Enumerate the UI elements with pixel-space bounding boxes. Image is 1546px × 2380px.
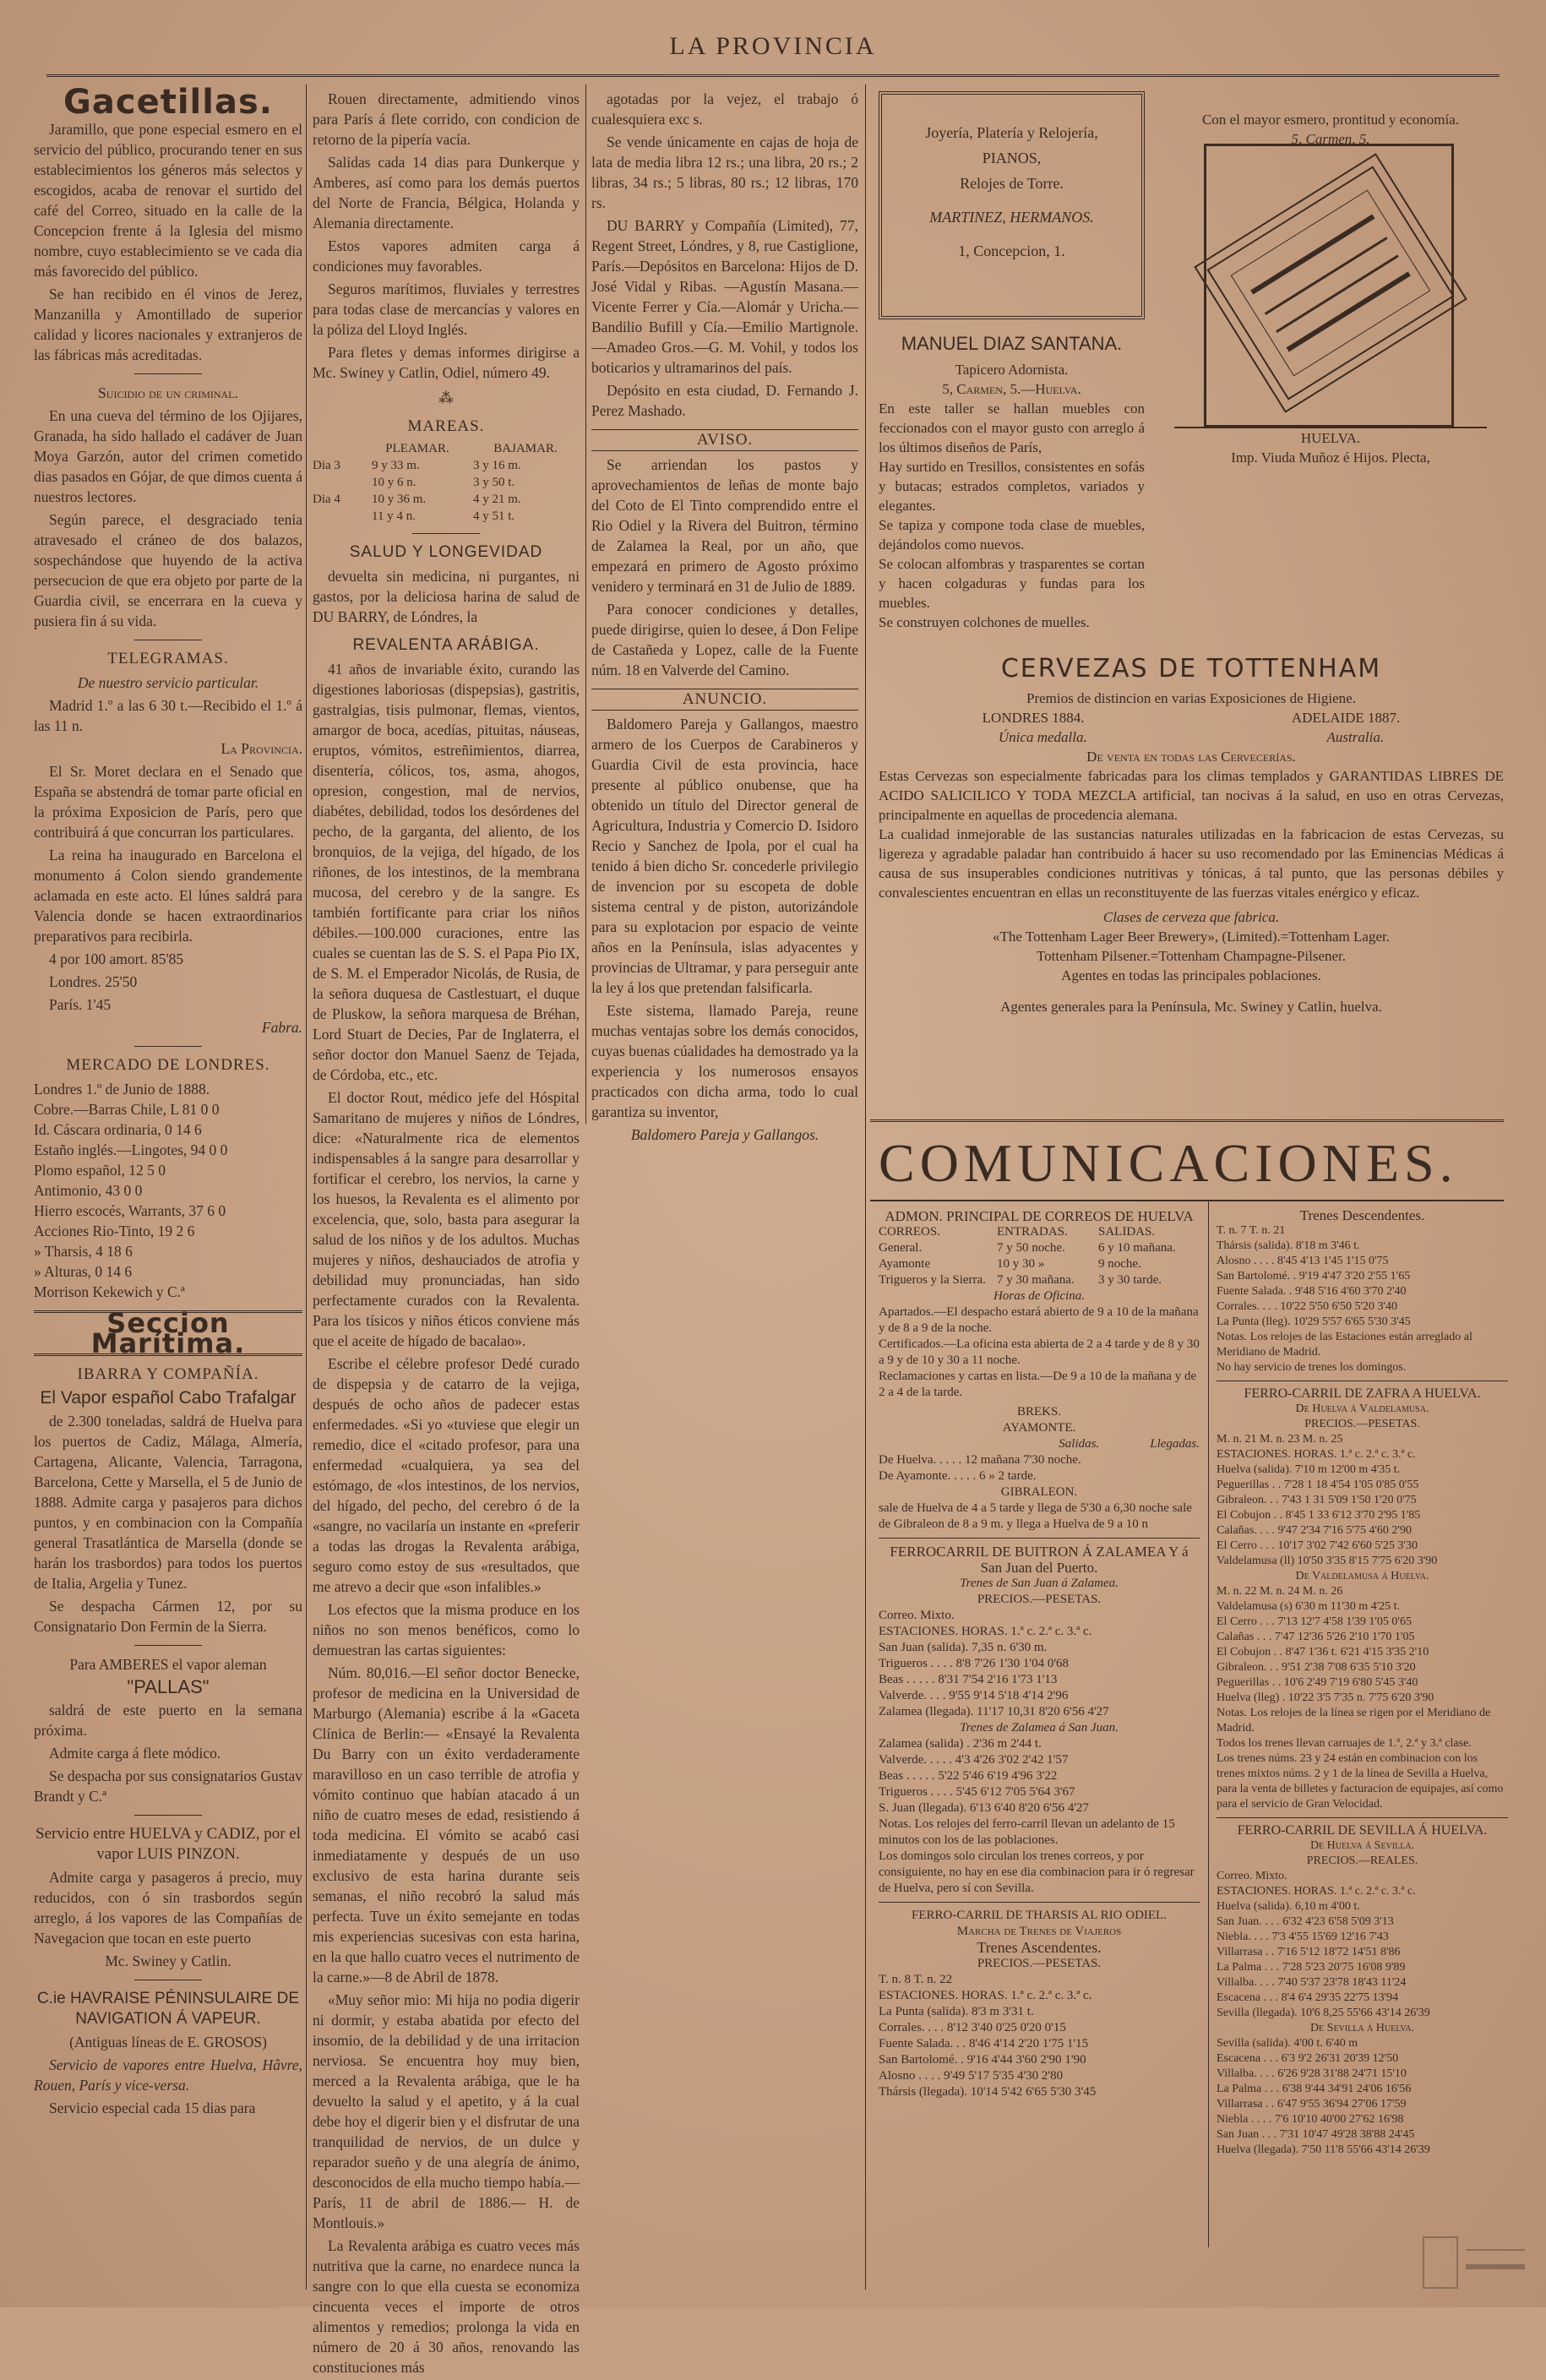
- table-header: Correo. Mixto.: [1217, 1870, 1287, 1882]
- revalenta-title: REVALENTA ARÁBIGA.: [352, 636, 540, 654]
- paragraph: Hay surtido en Tresillos, consistentes en sofás y butacas; estrados completos, variados y elegantes.: [879, 459, 1145, 514]
- table-cell: CORREOS.: [879, 1225, 940, 1239]
- venta-line: De venta en todas las Cervecerías.: [1086, 749, 1296, 765]
- telegramas-title: TELEGRAMAS.: [107, 650, 229, 667]
- buitron-subtitle: Trenes de Zalamea á San Juan.: [960, 1721, 1119, 1735]
- quote-line: París. 1'45: [49, 996, 112, 1013]
- gibraleon-title: GIBRALEON.: [1000, 1485, 1078, 1499]
- ibarra-title: IBARRA Y COMPAÑÍA.: [77, 1365, 259, 1383]
- breks-row: De Ayamonte. . . . . 6 » 2 tarde.: [879, 1469, 1037, 1483]
- tharsis-table: [879, 2004, 1200, 2100]
- mareas-cell: 3 y 16 m.: [473, 459, 521, 472]
- paragraph: Notas. Los relojes de las Estaciones están arreglado al Meridiano de Madrid.: [1217, 1331, 1473, 1359]
- amberes-line: Para AMBERES el vapor aleman: [69, 1656, 267, 1673]
- buitron-table: [879, 1736, 1200, 1816]
- separator: [134, 1815, 202, 1816]
- paragraph: Los trenes núms. 23 y 24 están en combinacion con los trenes mixtos núms. 2 y 1 de la línea de Sevilla a Huelva, para la venta de billetes y facturacion de equipajes, así como para el servicio de Gran Velocidad.: [1217, 1752, 1504, 1811]
- table-row: S. Juan (llegada). 6'13 6'40 8'20 6'56 4'27: [879, 1801, 1089, 1815]
- zafra-subtitle: De Huelva á Valdelamusa.: [1295, 1402, 1429, 1415]
- paragraph: Se han recibido en él vinos de Jerez, Manzanilla y Amontillado de superior calidad y licores nacionales y extranjeros de las fábricas más acreditadas.: [34, 286, 302, 363]
- mareas-cell: 10 y 36 m.: [372, 493, 427, 506]
- paragraph: «Muy señor mio: Mi hija no podia digerir ni dormir, y estaba abatida por efecto del insomio, de la debilidad y de una irritacion nerviosa. Se encuentra hoy muy bien, merced a la Revalenta arábiga, que le ha devuelto la salud y el apetito, y á la cual debe hoy el digerir bien y el disfrutar de una tranquilidad de nervios, de un dulce y reparador sueño y de una alegría de ánimo, desconocidos de ella mucho tiempo había.—París, 11 de abril de 1886.— H. de Montlouis.»: [313, 1991, 580, 2231]
- paragraph: La reina ha inaugurado en Barcelona el monumento á Colon siendo grandemente aclamada en este acto. El lúnes saldrá para Valencia donde se hacen extraordinarios preparativos para recibirla.: [34, 847, 302, 945]
- adelaide-label: ADELAIDE 1887.: [1291, 710, 1401, 726]
- table-row: La Punta (salida). 8'3 m 3'31 t.: [879, 2005, 1034, 2018]
- paragraph: agotadas por la vejez, el trabajo ó cualesquiera exc s.: [591, 90, 858, 128]
- pianos-line: PIANOS,: [982, 150, 1042, 166]
- ascendentes-title: Trenes Ascendentes.: [977, 1939, 1102, 1956]
- table-row: Alosno . . . . 8'45 4'13 1'45 1'15 0'75: [1217, 1255, 1389, 1267]
- mareas-row: [313, 508, 580, 525]
- table-row: Huelva (salida). 6,10 m 4'00 t.: [1217, 1900, 1360, 1913]
- paragraph: El Sr. Moret declara en el Senado que España se abstendrá de tomar parte oficial en la próxima Exposicion de París, pero que contribuirá á que concurran los particulares.: [34, 763, 302, 841]
- table-cell: 10 y 30 »: [997, 1257, 1045, 1271]
- table-row: Peguerillas . . 7'28 1 18 4'54 1'05 0'85 0'55: [1217, 1479, 1419, 1491]
- stamp-graphic: [1196, 155, 1465, 411]
- paragraph: Certificados.—La oficina esta abierta de 2 a 4 tarde y de 8 y 30 a 9 y de 10 y 30 a 11 noche.: [879, 1337, 1200, 1367]
- column-divider: [865, 84, 866, 2290]
- column-3: [591, 89, 858, 1143]
- table-row: Niebla. . . . 7'3 4'55 15'69 12'16 7'43: [1217, 1931, 1389, 1943]
- paragraph: Admite carga y pasageros á precio, muy reducidos, con ó sin trasbordos según arreglo, á los vapores de las Compañías de Navegacion que tocan en este puerto: [34, 1869, 302, 1947]
- paragraph: Se vende únicamente en cajas de hoja de lata de media libra 12 rs.; una libra, 20 rs.; 2 libras, 34 rs.; 5 libras, 80 rs.; 12 libras, 170 rs.: [591, 133, 858, 211]
- table-row: Escacena . . . 8'4 6'4 29'35 22'75 13'94: [1217, 1991, 1399, 2004]
- mercado-line: Antimonio, 43 0 0: [34, 1182, 143, 1199]
- mercado-line: » Tharsis, 4 18 6: [34, 1243, 133, 1260]
- table-row: Valverde. . . . 9'55 9'14 5'18 4'14 2'96: [879, 1689, 1069, 1702]
- paragraph: saldrá de este puerto en la semana próxima.: [34, 1702, 302, 1739]
- table-cell: 3 y 30 tarde.: [1098, 1273, 1162, 1287]
- vapor-title: El Vapor español Cabo Trafalgar: [40, 1388, 297, 1408]
- paragraph: No hay servicio de trenes los domingos.: [1217, 1361, 1407, 1374]
- table-header: M. n. 22 M. n. 24 M. n. 26: [1217, 1585, 1343, 1598]
- table-row: Valdelamusa (s) 6'30 m 11'30 m 4'25 t.: [1217, 1600, 1401, 1613]
- column-divider: [306, 84, 307, 2290]
- havraise-title: C.ie HAVRAISE PÉNINSULAIRE DE NAVIGATION Á VAPEUR.: [36, 1990, 300, 2028]
- paragraph: Se despacha Cármen 12, por su Consignatario Don Fermin de la Sierra.: [34, 1598, 302, 1635]
- paragraph: Jaramillo, que pone especial esmero en el servicio del público, procurando tener en sus establecimientos los géneros más selectos y escogidos, acaba de renovar el surtido del café del Correo, situado en la calle de la Concepcion frente á la Iglesia del mismo nombre, cuyo establecimiento se ve cada dia más favorecido del público.: [34, 121, 302, 280]
- masthead-rule: [46, 74, 1500, 77]
- table-header: Correo. Mixto.: [879, 1609, 955, 1622]
- mareas-table: [313, 457, 580, 525]
- table-row: Villarrasa . . 6'47 9'55 36'94 27'06 17'59: [1217, 2098, 1407, 2110]
- table-row: Zalamea (llegada). 11'17 10,31 8'20 6'56 4'27: [879, 1705, 1109, 1718]
- paragraph: El doctor Rout, médico jefe del Hóspital Samaritano de mujeres y niños de Lóndres, dice: «Naturalmente rica de elementos indispensables á la sangre para desarrollar y fortificar el cerebro, los nervios, la carne y los huesos, la Revalenta es el alimento por excelencia, que, solo, basta para asegurar la salud de los niños y de los adultos. Muchas mujeres y niños, deshauciados de atrofia y debilidad muy pronunciadas, han sido perfectamente curados con la Revalenta. Para los tísicos y niños éticos conviene más que el aceite de hígado de bacalao».: [313, 1089, 580, 1349]
- telegramas-subtitle: De nuestro servicio particular.: [77, 674, 259, 691]
- joyeria-ad: [879, 91, 1145, 319]
- tharsis-title: FERRO-CARRIL DE THARSIS AL RIO ODIEL.: [912, 1909, 1167, 1922]
- precios-label: PRECIOS.—PESETAS.: [977, 1593, 1102, 1606]
- zafra-title: FERRO-CARRIL DE ZAFRA A HUELVA.: [1244, 1386, 1481, 1401]
- table-row: Corrales. . . . 8'12 3'40 0'25 0'20 0'15: [879, 2021, 1066, 2034]
- table-row: Beas . . . . . 8'31 7'54 2'16 1'73 1'13: [879, 1673, 1058, 1686]
- seccion-maritima-title: Seccion Marítima.: [34, 1310, 302, 1356]
- table-row: El Cobujon . . 8'47 1'36 t. 6'21 4'15 3'35 2'10: [1217, 1646, 1429, 1658]
- mareas-cell: [313, 508, 372, 525]
- table-row: Peguerillas . . 10'6 2'49 7'19 6'80 5'45 3'40: [1217, 1676, 1418, 1689]
- table-cell: Ayamonte: [879, 1257, 931, 1271]
- medal-sub-row: [879, 727, 1504, 747]
- paragraph: de 2.300 toneladas, saldrá de Huelva para los puertos de Cadiz, Málaga, Almería, Cartagena, Alicante, Valencia, Tarragona, Barcelona, Cette y Marsella, el 5 de Junio de 1888. Admite carga y pasajeros para dichos puntos, y en combinacion con la Compañía general Trasatlántica de Marsella (donde se harán los trasbordos) para todos los puertos de Italia, Argelia y Tunez.: [34, 1413, 302, 1592]
- mareas-title: MAREAS.: [407, 417, 485, 435]
- brand-line: «The Tottenham Lager Beer Brewery», (Limited).=Tottenham Lager.: [993, 929, 1390, 945]
- descendentes-title: Trenes Descendentes.: [1299, 1207, 1425, 1223]
- paragraph: Reclamaciones y cartas en lista.—De 9 a 10 de la mañana y de 2 a 4 de la tarde.: [879, 1370, 1197, 1399]
- column-divider: [1208, 1200, 1209, 2247]
- paragraph: La cualidad inmejorable de las sustancias naturales utilizadas en la fabricacion de estas Cervezas, su ligereza y agradable paladar han contribuido á hacer su uso recomendado por las Eminencias Médicas á causa de sus insuperables condiciones nutritivas y tónicas, á tal punto, que las personas débiles y convalescientes encuentran en ellas un reconstituyente de las fuerzas vitales enérgico y eficaz.: [879, 826, 1504, 901]
- huelva-line: HUELVA.: [1174, 427, 1487, 448]
- ayamonte-title: AYAMONTE.: [1002, 1421, 1076, 1435]
- buitron-subtitle: Trenes de San Juan á Zalamea.: [960, 1577, 1119, 1590]
- table-row: San Juan. . . . 6'32 4'23 6'58 5'09 3'13: [1217, 1915, 1394, 1928]
- premios-line: Premios de distincion en varias Exposiciones de Higiene.: [1026, 690, 1356, 706]
- cafe-stamp-frame: [1204, 144, 1454, 428]
- paragraph: Escribe el célebre profesor Dedé curado de dispepsia y de catarro de la vejiga, después de ocho años de padecer estas enfermedades. «Si yo «tuviese que elegir un remedio, dice el «citado profesor, para una enfermedad «cualquiera, ya sea del estómago, de «los intestinos, de los nervios, del hígado, del pecho, del cerebro ó de la «sangre, no vacilaría un instante en «preferir a todas las drogas la Revalenta arábiga, seguro como estoy de sus «resultados, que me atrevo a decir que «son infalibles.»: [313, 1355, 580, 1595]
- mercado-list: [34, 1079, 302, 1302]
- table-header: M. n. 21 M. n. 23 M. n. 25: [1217, 1433, 1343, 1446]
- paragraph: Rouen directamente, admitiendo vinos para París á flete corrido, con condicion de retorno de la pipería vacía.: [313, 90, 580, 148]
- precios-label: PRECIOS.—REALES.: [1306, 1854, 1418, 1867]
- breks-title: BREKS.: [1016, 1405, 1062, 1419]
- unica-label: Única medalla.: [998, 729, 1087, 745]
- mareas-cell: Dia 4: [313, 493, 340, 506]
- marcha-title: Marcha de Trenes de Viajeros: [956, 1925, 1122, 1938]
- paragraph: DU BARRY y Compañía (Limited), 77, Regent Street, Lóndres, y 8, rue Castiglione, París.—Depósitos en Barcelona: Hijos de D. José Vidal y Ribas. —Agustín Masana.—Vicente Ferrer y Cía.—Alomár y Uricha.—Bandilio Bufill y Cía.—Emilio Martignole.—Amadeo Gros.—G. M. Vohil, y todos los boticarios y ultramarinos del país.: [591, 217, 858, 376]
- llegadas-label: Llegadas.: [1150, 1437, 1200, 1451]
- paragraph: Se tapiza y compone toda clase de muebles, dejándolos como nuevos.: [879, 517, 1145, 553]
- mareas-cell: 10 y 6 n.: [372, 476, 416, 489]
- cafe-stamp-logo: [1194, 153, 1467, 413]
- paragraph: Servicio especial cada 15 dias para: [49, 2100, 256, 2116]
- paragraph: devuelta sin medicina, ni purgantes, ni gastos, por la deliciosa harina de salud de DU BARRY, de Lóndres, la: [313, 568, 580, 625]
- section-heading: Suicidio de un criminal.: [98, 384, 238, 401]
- table-row: [879, 1272, 1200, 1288]
- paragraph: Estos vapores admiten carga á condiciones muy favorables.: [313, 237, 580, 275]
- mareas-cell: Dia 3: [313, 459, 340, 472]
- table-row: Sevilla (llegada). 10'6 8,25 55'66 43'14 26'39: [1217, 2007, 1430, 2019]
- paragraph: Se colocan alfombras y trasparentes se cortan y hacen colgaduras y fundas para los muebles.: [879, 556, 1145, 611]
- paragraph: Según parece, el desgraciado tenia atravesado el cráneo de dos balazos, sospechándose que huyendo de la activa persecucion de que era objeto por parte de la Guardia civil, se encerrara en la cueva y pusiera fin á su vida.: [34, 511, 302, 629]
- tapicero-line: Tapicero Adornista.: [955, 362, 1069, 378]
- table-row: Zalamea (salida) . 2'36 m 2'44 t.: [879, 1737, 1042, 1751]
- paragraph: Para conocer condiciones y detalles, puede dirigirse, quien lo desee, á Don Felipe de Castañeda y Lopez, calle de la Fuente núm. 18 en Valverde del Camino.: [591, 601, 858, 678]
- clases-line: Clases de cerveza que fabrica.: [1102, 909, 1280, 925]
- table-row: Huelva (lleg) . 10'22 3'5 7'35 n. 7'75 6'20 3'90: [1217, 1691, 1434, 1704]
- relojes-line: Relojes de Torre.: [960, 175, 1064, 192]
- mareas-cell: 4 y 51 t.: [473, 509, 515, 523]
- mercado-line: Plomo español, 12 5 0: [34, 1162, 166, 1179]
- paragraph: sale de Huelva de 4 a 5 tarde y llega de 5'30 a 6,30 noche sale de Gibraleon de 8 a 9 m. y llega a Huelva de 9 a 10 n: [879, 1501, 1192, 1531]
- table-row: Villalba. . . . 7'40 5'37 23'78 18'43 11'24: [1217, 1976, 1407, 1989]
- paragraph: Admite carga á flete módico.: [49, 1745, 221, 1762]
- agentes-line: Agentes en todas las principales poblaciones.: [1061, 967, 1321, 983]
- table-cell: SALIDAS.: [1098, 1225, 1156, 1239]
- table-row: Thársis (salida). 8'18 m 3'46 t.: [1217, 1239, 1360, 1252]
- aviso-title: AVISO.: [591, 429, 858, 451]
- table-row: Valverde. . . . . 4'3 4'26 3'02 2'42 1'57: [879, 1753, 1069, 1767]
- paragraph: En este taller se hallan muebles con feccionados con el mayor gusto con arreglo á los últimos diseños de París,: [879, 400, 1145, 455]
- sevilla-table: [1217, 2036, 1508, 2158]
- horas-title: Horas de Oficina.: [993, 1289, 1085, 1303]
- table-cell: Trigueros y la Sierra.: [879, 1273, 986, 1287]
- paragraph: Se arriendan los pastos y aprovechamientos de leñas de monte bajo del Coto de El Tinto comprendido entre el Rio Odiel y la Rivera del Buitron, término de Zalamea la Real, por un año, que empezará en primero de Agosto próximo venidero y terminará en 31 de Julio de 1889.: [591, 456, 858, 595]
- paragraph: En una cueva del término de los Ojijares, Granada, ha sido hallado el cadáver de Juan Moya Garzón, autor del crimen cometido dias pasados en Gójar, de que dimos cuenta á nuestros lectores.: [34, 407, 302, 505]
- pallas-title: "PALLAS": [127, 1676, 210, 1697]
- table-row: San Bartolomé. . 9'16 4'44 3'60 2'90 1'90: [879, 2053, 1086, 2067]
- table-row: Alosno . . . . 9'49 5'17 5'35 4'30 2'80: [879, 2069, 1064, 2083]
- paragraph: Estas Cervezas son especialmente fabricadas para los climas templados y GARANTIDAS LIBRES DE ACIDO SALICILICO Y TODA MEZCLA artificial, tan nocivas á la salud, en uso en otras Cervezas, principalmente en aquellas de procedencia alemana.: [879, 768, 1504, 823]
- sevilla-table: [1217, 1899, 1508, 2021]
- mareas-row: [313, 474, 580, 491]
- servicio-title: Servicio entre HUELVA y CADIZ, por el vapor LUIS PINZON.: [35, 1825, 301, 1863]
- pleamar-label: PLEAMAR.: [385, 442, 449, 455]
- table-row: Escacena . . . 6'3 9'2 26'31 20'39 12'50: [1217, 2052, 1399, 2065]
- table-cell: 7 y 50 noche.: [997, 1241, 1065, 1255]
- table-row: Gibraleon. . . 9'51 2'38 7'08 6'35 5'10 3'20: [1217, 1661, 1416, 1674]
- breks-header: [879, 1436, 1200, 1452]
- paragraph: Núm. 80,016.—El señor doctor Benecke, profesor de medicina en la Universidad de Marburgo (Alemania) escribe á la «Gaceta Clínica de Berlin:— «Ensayé la Revalenta Du Barry con un éxito verdaderamente maravilloso en un caso terrible de atrofia y vómito continuo que habían atacado á un niño de cuatro meses de edad, resistiendo á toda medicina. El vómito se acabó casi inmediatamente y después de un uso exclusivo de esta harina durante seis semanas, el niño recobró la salud más perfecta. Tuve un éxito semejante en todas mis experiencias sucesivas con esta harina, en la que hallo cuatro veces el nutrimento de la carne.»—8 de Abril de 1878.: [313, 1664, 580, 1985]
- table-row: La Punta (lleg). 10'29 5'57 6'65 5'30 3'45: [1217, 1315, 1411, 1328]
- table-row: La Palma . . . 6'38 9'44 34'91 24'06 16'56: [1217, 2083, 1412, 2095]
- paragraph: Baldomero Pareja y Gallangos, maestro armero de los Cuerpos de Carabineros y Guardia Civil de esta provincia, hace presente al público onubense, que ha obtenido un título del Director general de Agricultura, Industria y Comercio D. Isidoro Recio y Sanchez de Ipola, por el cual ha tenido á bien dicho Sr. concederle privilegio de invencion por su escopeta de doble sistema central y de piston, autorizándole para su explotacion por espacio de veinte años en la Península, islas adyacentes y provincias de Ultramar, y para perseguir ante la ley á los que pretendan falsificarla.: [591, 716, 858, 996]
- column-2: [313, 89, 580, 2380]
- australia-label: Australia.: [1326, 729, 1385, 745]
- right-timetables: [1217, 1208, 1508, 2158]
- table-row: El Cerro . . . 10'17 3'02 7'42 6'60 5'25 3'30: [1217, 1539, 1418, 1552]
- zafra-subtitle: De Valdelamusa á Huelva.: [1295, 1570, 1429, 1582]
- zafra-table: [1217, 1599, 1508, 1706]
- salud-title: SALUD Y LONGEVIDAD: [349, 543, 543, 561]
- separator: [412, 533, 480, 534]
- table-row: Trigueros . . . . 8'8 7'26 1'30 1'04 0'68: [879, 1657, 1070, 1670]
- paragraph: Apartados.—El despacho estará abierto de 9 a 10 de la mañana y de 8 a 9 de la noche.: [879, 1305, 1199, 1335]
- cafe-ad-footer: [1174, 427, 1487, 467]
- paragraph: 41 años de invariable éxito, curando las digestiones laboriosas (dispepsias), gastritis, gastralgias, tisis pulmonar, flemas, vientos, amargor de boca, acedías, pituitas, náuseas, eruptos, vómitos, estreñimientos, diarrea, disentería, cólicos, tos, asma, ahogos, opresion, congestion, mal de nervios, diabétes, debilidad, todos los desórdenes del pecho, de la garganta, del aliento, de los bronquios, de la vejiga, del hígado, de los riñones, de los intestinos, de la membrana mucosa, del cerebro y de la sangre. Es también fortificante para criar los niños débiles.—100.000 curaciones, entre las cuales se cuentan las de S. S. el Papa Pio IX, de S. M. el Emperador Nicolás, de Rusia, de la señora duquesa de Castlestuart, el duque de Pluskow, la señora marquesa de Bréhan, Lord Stuart de Decies, Par de Inglaterra, el señor doctor don Manuel Saenz de Tejada, de Córdoba, etc., etc.: [313, 661, 580, 1083]
- table-header: T. n. 8 T. n. 22: [879, 1973, 953, 1986]
- gacetillas-title: Gacetillas.: [63, 83, 273, 122]
- mercado-line: Acciones Rio-Tinto, 19 2 6: [34, 1223, 195, 1239]
- table-row: Beas . . . . . 5'22 5'46 6'19 4'96 3'22: [879, 1769, 1058, 1783]
- sevilla-subtitle: De Huelva á Sevilla.: [1309, 1839, 1415, 1852]
- signature: Fabra.: [261, 1019, 302, 1036]
- separator: [134, 1645, 202, 1646]
- table-row: Gibraleon. . . 7'43 1 31 5'09 1'50 1'20 0'75: [1217, 1494, 1417, 1506]
- joyeria-line: Joyería, Platería y Relojería,: [925, 124, 1098, 141]
- asterism: ⁂: [438, 389, 454, 406]
- esmero-line: Con el mayor esmero, prontitud y economía.: [1201, 112, 1460, 128]
- paragraph: Para fletes y demas informes dirigirse a Mc. Swiney y Catlin, Odiel, número 49.: [313, 344, 580, 381]
- paragraph: Madrid 1.º a las 6 30 t.—Recibido el 1.º á las 11 n.: [34, 697, 302, 734]
- column-1: [34, 83, 302, 2121]
- table-row: El Cerro . . . 7'13 12'7 4'58 1'39 1'05 0'65: [1217, 1615, 1412, 1628]
- table-row: Calañas . . . 7'47 12'36 5'26 2'10 1'70 1'05: [1217, 1631, 1415, 1643]
- anuncio-title: ANUNCIO.: [591, 689, 858, 711]
- paragraph: Salidas cada 14 dias para Dunkerque y Amberes, así como para los demás puertos del Norte de Francia, Bélgica, Holanda y Alemania directamente.: [313, 154, 580, 231]
- mareas-cell: 3 y 50 t.: [473, 476, 515, 489]
- section-rule: [870, 1200, 1504, 1201]
- mercado-line: Hierro escocés, Warrants, 37 6 0: [34, 1202, 226, 1219]
- table-row: Sevilla (salida). 4'00 t. 6'40 m: [1217, 2037, 1358, 2050]
- table-row: Huelva (salida). 7'10 m 12'00 m 4'35 t.: [1217, 1463, 1401, 1476]
- table-header: [879, 1224, 1200, 1240]
- manuel-title: MANUEL DIAZ SANTANA.: [901, 333, 1123, 354]
- zafra-table: [1217, 1462, 1508, 1569]
- table-row: [879, 1240, 1200, 1256]
- imprenta-line: Imp. Viuda Muñoz é Hijos. Plecta,: [1231, 449, 1430, 466]
- signature: La Provincia.: [220, 740, 302, 757]
- comunicaciones-title: COMUNICACIONES.: [879, 1133, 1458, 1193]
- precios-label: PRECIOS.—PESETAS.: [1304, 1418, 1420, 1430]
- buitron-table: [879, 1640, 1200, 1720]
- paragraph: Los efectos que la misma produce en los niños no son menos benéficos, como lo demuestran las cartas siguientes:: [313, 1601, 580, 1658]
- table-row: San Juan (salida). 7,35 n. 6'30 m.: [879, 1641, 1048, 1654]
- mercado-line: Morrison Kekewich y C.ª: [34, 1283, 185, 1300]
- archive-watermark-logo: [1419, 2233, 1529, 2292]
- mercado-line: » Alturas, 0 14 6: [34, 1263, 133, 1280]
- table-row: El Cobujon . . 8'45 1 33 6'12 3'70 2'95 1'85: [1217, 1509, 1421, 1522]
- table-row: La Palma . . . 7'28 5'23 20'75 16'08 9'89: [1217, 1961, 1406, 1974]
- londres-label: LONDRES 1884.: [982, 710, 1085, 726]
- quote-line: Londres. 25'50: [49, 973, 138, 990]
- correos-table: [879, 1224, 1200, 1288]
- table-cell: 6 y 10 mañana.: [1098, 1241, 1176, 1255]
- cervezas-ad: [879, 654, 1504, 1016]
- sevilla-subtitle: De Sevilla á Huelva.: [1309, 2022, 1415, 2034]
- table-header: ESTACIONES. HORAS. 1.ª c. 2.ª c. 3.ª c.: [1217, 1448, 1416, 1461]
- correos-block: [879, 1208, 1200, 2100]
- bajamar-label: BAJAMAR.: [493, 442, 558, 455]
- paragraph: Notas. Los relojes del ferro-carril llevan un adelanto de 15 minutos con los de las poblaciones.: [879, 1817, 1175, 1847]
- table-row: Corrales. . . . 10'22 5'50 6'50 5'20 3'40: [1217, 1300, 1398, 1313]
- masthead: LA PROVINCIA: [669, 32, 877, 60]
- table-row: Valdelamusa (ll) 10'50 3'35 8'15 7'75 6'20 3'90: [1217, 1555, 1438, 1567]
- table-row: Calañas. . . . 9'47 2'34 7'16 5'75 4'60 2'90: [1217, 1524, 1412, 1537]
- mareas-row: [313, 491, 580, 508]
- table-row: Huelva (llegada). 7'50 11'8 55'66 43'14 26'39: [1217, 2143, 1430, 2156]
- tapicero-ad: [879, 334, 1145, 632]
- buitron-title: FERROCARRIL DE BUITRON Á ZALAMEA Y á San Juan del Puerto.: [890, 1544, 1189, 1576]
- table-row: San Juan . . . 7'31 10'47 49'28 38'88 24'45: [1217, 2128, 1415, 2141]
- table-header: ESTACIONES. HORAS. 1.ª c. 2.ª c. 3.ª c.: [879, 1625, 1092, 1638]
- table-header: ESTACIONES. HORAS. 1.ª c. 2.ª c. 3.ª c.: [1217, 1885, 1416, 1898]
- mercado-title: MERCADO DE LONDRES.: [66, 1056, 270, 1074]
- martinez-line: MARTINEZ, HERMANOS.: [929, 209, 1094, 226]
- cervezas-title: CERVEZAS DE TOTTENHAM: [1000, 654, 1382, 684]
- separator: [134, 373, 202, 374]
- table-header: T. n. 7 T. n. 21: [1217, 1224, 1286, 1237]
- table-cell: General.: [879, 1241, 923, 1255]
- paragraph: Servicio de vapores entre Huelva, Hâvre, Rouen, París y vice-versa.: [34, 2056, 302, 2094]
- paragraph: Seguros marítimos, fluviales y terrestres para todas clase de mercancías y valores en la póliza del Lloyd Inglés.: [313, 280, 580, 338]
- table-cell: 9 noche.: [1098, 1257, 1141, 1271]
- paragraph: Notas. Los relojes de la línea se rigen por el Meridiano de Madrid.: [1217, 1707, 1491, 1735]
- mareas-cell: 4 y 21 m.: [473, 493, 521, 506]
- section-rule: [870, 1119, 1504, 1122]
- precios-label: PRECIOS.—PESETAS.: [977, 1957, 1102, 1970]
- signature: Baldomero Pareja y Gallangos.: [630, 1126, 819, 1143]
- paragraph: Depósito en esta ciudad, D. Fernando J. Perez Mashado.: [591, 382, 858, 419]
- generales-line: Agentes generales para la Península, Mc. Swiney y Catlin, huelva.: [1000, 999, 1382, 1015]
- mareas-cell: 9 y 33 m.: [372, 459, 420, 472]
- table-row: San Bartolomé. . 9'19 4'47 3'20 2'55 1'65: [1217, 1270, 1411, 1283]
- carmen-line: 5, Carmen, 5.—Huelva.: [942, 381, 1081, 397]
- paragraph: La Revalenta arábiga es cuatro veces más nutritiva que la carne, no enardece nunca la sangre con lo que ella cuesta se economiza cincuenta veces el importe de otros alimentos y remedios; prolonga la vida en número de 20 á 30 años, renovando las constituciones más: [313, 2237, 580, 2376]
- paragraph: Se despacha por sus consignatarios Gustav Brandt y C.ª: [34, 1767, 302, 1805]
- mareas-cell: 11 y 4 n.: [372, 509, 416, 523]
- table-cell: 7 y 30 mañana.: [997, 1273, 1075, 1287]
- brand-line: Tottenham Pilsener.=Tottenham Champagne-Pilsener.: [1036, 948, 1347, 964]
- quote-line: 4 por 100 amort. 85'85: [49, 950, 184, 967]
- table-row: Fuente Salada. . 9'48 5'16 4'60 3'70 2'40: [1217, 1285, 1407, 1298]
- separator: [134, 1046, 202, 1047]
- table-row: Trigueros . . . . 5'45 6'12 7'05 5'64 3'67: [879, 1785, 1075, 1799]
- grosos-line: (Antiguas líneas de E. GROSOS): [69, 2034, 267, 2051]
- mareas-row: [313, 457, 580, 474]
- descendentes-table: [1217, 1239, 1508, 1330]
- mareas-cell: [313, 474, 372, 491]
- mareas-header: [313, 440, 580, 457]
- paragraph: Se construyen colchones de muelles.: [879, 614, 1090, 630]
- swiney-line: Mc. Swiney y Catlin.: [105, 1952, 231, 1969]
- table-row: Villalba. . . . 6'26 9'28 31'88 24'71 15'10: [1217, 2067, 1407, 2080]
- salidas-label: Salidas.: [1059, 1437, 1100, 1451]
- mercado-line: Id. Cáscara ordinaria, 0 14 6: [34, 1121, 202, 1138]
- carmen5-line: 5, Carmen, 5.: [1291, 131, 1370, 147]
- paragraph: Todos los trenes llevan carruajes de 1.ª, 2.ª y 3.ª clase.: [1217, 1737, 1472, 1750]
- column-divider: [585, 84, 586, 1124]
- paragraph: Este sistema, llamado Pareja, reune muchas ventajas sobre los demás conocidos, cuyas buenas cúalidades ha demostrado ya la experiencia y los numerosos ensayos practicados con dicha arma, todo lo cual garantiza su inventor,: [591, 1002, 858, 1120]
- concepcion-line: 1, Concepcion, 1.: [958, 242, 1065, 259]
- table-row: [879, 1256, 1200, 1272]
- table-row: Niebla . . . . 7'6 10'10 40'00 27'62 16'98: [1217, 2113, 1404, 2126]
- mercado-line: Cobre.—Barras Chile, L 81 0 0: [34, 1101, 220, 1118]
- table-row: Villarrasa . . 7'16 5'12 18'72 14'51 8'86: [1217, 1946, 1401, 1958]
- correos-title: ADMON. PRINCIPAL DE CORREOS DE HUELVA: [885, 1208, 1194, 1224]
- table-cell: ENTRADAS.: [997, 1225, 1068, 1239]
- table-header: ESTACIONES. HORAS. 1.ª c. 2.ª c. 3.ª c.: [879, 1989, 1092, 2002]
- mercado-line: Estaño inglés.—Lingotes, 94 0 0: [34, 1141, 228, 1158]
- table-row: Thársis (llegada). 10'14 5'42 6'65 5'30 3'45: [879, 2085, 1097, 2099]
- mercado-line: Londres 1.º de Junio de 1888.: [34, 1081, 210, 1097]
- breks-row: De Huelva. . . . . 12 mañana 7'30 noche.: [879, 1453, 1081, 1467]
- table-row: Fuente Salada. . . 8'46 4'14 2'20 1'75 1'15: [879, 2037, 1089, 2051]
- paragraph: Los domingos solo circulan los trenes correos, y por consiguiente, no hay en ese dia combinacion para ir ó regresar de Huelva, pero sí con Sevilla.: [879, 1849, 1195, 1895]
- medal-row: [879, 708, 1504, 727]
- sevilla-title: FERRO-CARRIL DE SEVILLA Á HUELVA.: [1237, 1823, 1488, 1838]
